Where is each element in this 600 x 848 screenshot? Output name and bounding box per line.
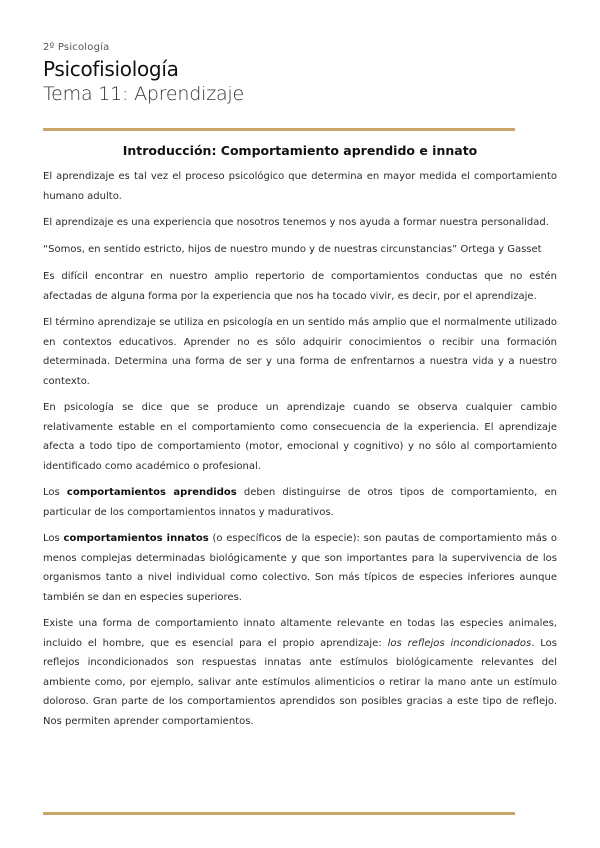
paragraph-8-pre: Existe una forma de comportamiento innato altamente relevante en todas las especies animales, incluido el hombre, que es esencial para el propio aprendizaje: [43,618,557,649]
paragraph-4: El término aprendizaje se utiliza en psicología en un sentido más amplio que el normalmente utilizado en contextos educativos. Aprender no es sólo adquirir conocimientos o recibir una formación determinada. Determina una forma de ser y una forma de enfrentarnos a nuestra vida y a nuestro contexto. [43,317,557,387]
document-body [43,143,557,738]
quote-paragraph: “Somos, en sentido estricto, hijos de nuestro mundo y de nuestras circunstancias” Ortega y Gasset [43,243,542,255]
paragraph-1: El aprendizaje es tal vez el proceso psicológico que determina en mayor medida el comportamiento humano adulto. [43,171,557,202]
paragraph-3: Es difícil encontrar en nuestro amplio repertorio de comportamientos conductas que no estén afectadas de alguna forma por la experiencia que nos ha tocado vivir, es decir, por el aprendizaje. [43,271,557,302]
topic-title: Tema 11: Aprendizaje [43,83,244,105]
footer-divider [43,812,515,815]
paragraph-6-pre: Los [43,487,67,498]
paragraph-7-post: (o específicos de la especie): son pautas de comportamiento más o menos complejas determinadas biológicamente y que son importantes para la supervivencia de los organismos tanto a nivel individual como colectivo. Son más típicos de especies inferiores aunque también se dan en especies superiores. [43,533,558,603]
learned-behaviors-term: comportamientos aprendidos [66,487,237,498]
subject-title: Psicofisiología [43,57,179,81]
paragraph-6 [43,483,557,522]
paragraph-2: El aprendizaje es una experiencia que nosotros tenemos y nos ayuda a formar nuestra personalidad. [43,217,549,228]
paragraph-7-pre: Los [43,533,64,544]
paragraph-5: En psicología se dice que se produce un aprendizaje cuando se observa cualquier cambio relativamente estable en el comportamiento como consecuencia de la experiencia. El aprendizaje afecta a todo tipo de comportamiento (motor, emocional y cognitivo) y no sólo al comportamiento identificado como académico o profesional. [43,402,557,472]
header-divider [43,128,515,131]
paragraph-7 [43,529,557,607]
innate-behaviors-term: comportamientos innatos [63,533,209,544]
course-label: 2º Psicología [43,42,110,53]
document-header [43,42,244,105]
paragraph-8-post: . Los reflejos incondicionados son respuestas innatas ante estímulos biológicamente relevantes del ambiente como, por ejemplo, salivar ante estímulos alimenticios o retirar la mano ante un estímulo doloroso. Gran parte de los comportamientos aprendidos son posibles gracias a este tipo de reflejo. Nos permiten aprender comportamientos. [43,637,558,727]
paragraph-6-post: deben distinguirse de otros tipos de comportamiento, en particular de los comportamientos innatos y madurativos. [43,487,557,518]
paragraph-8 [43,614,557,731]
section-title: Introducción: Comportamiento aprendido e innato [122,143,478,158]
unconditioned-reflexes-term: los reflejos incondicionados [387,637,532,649]
